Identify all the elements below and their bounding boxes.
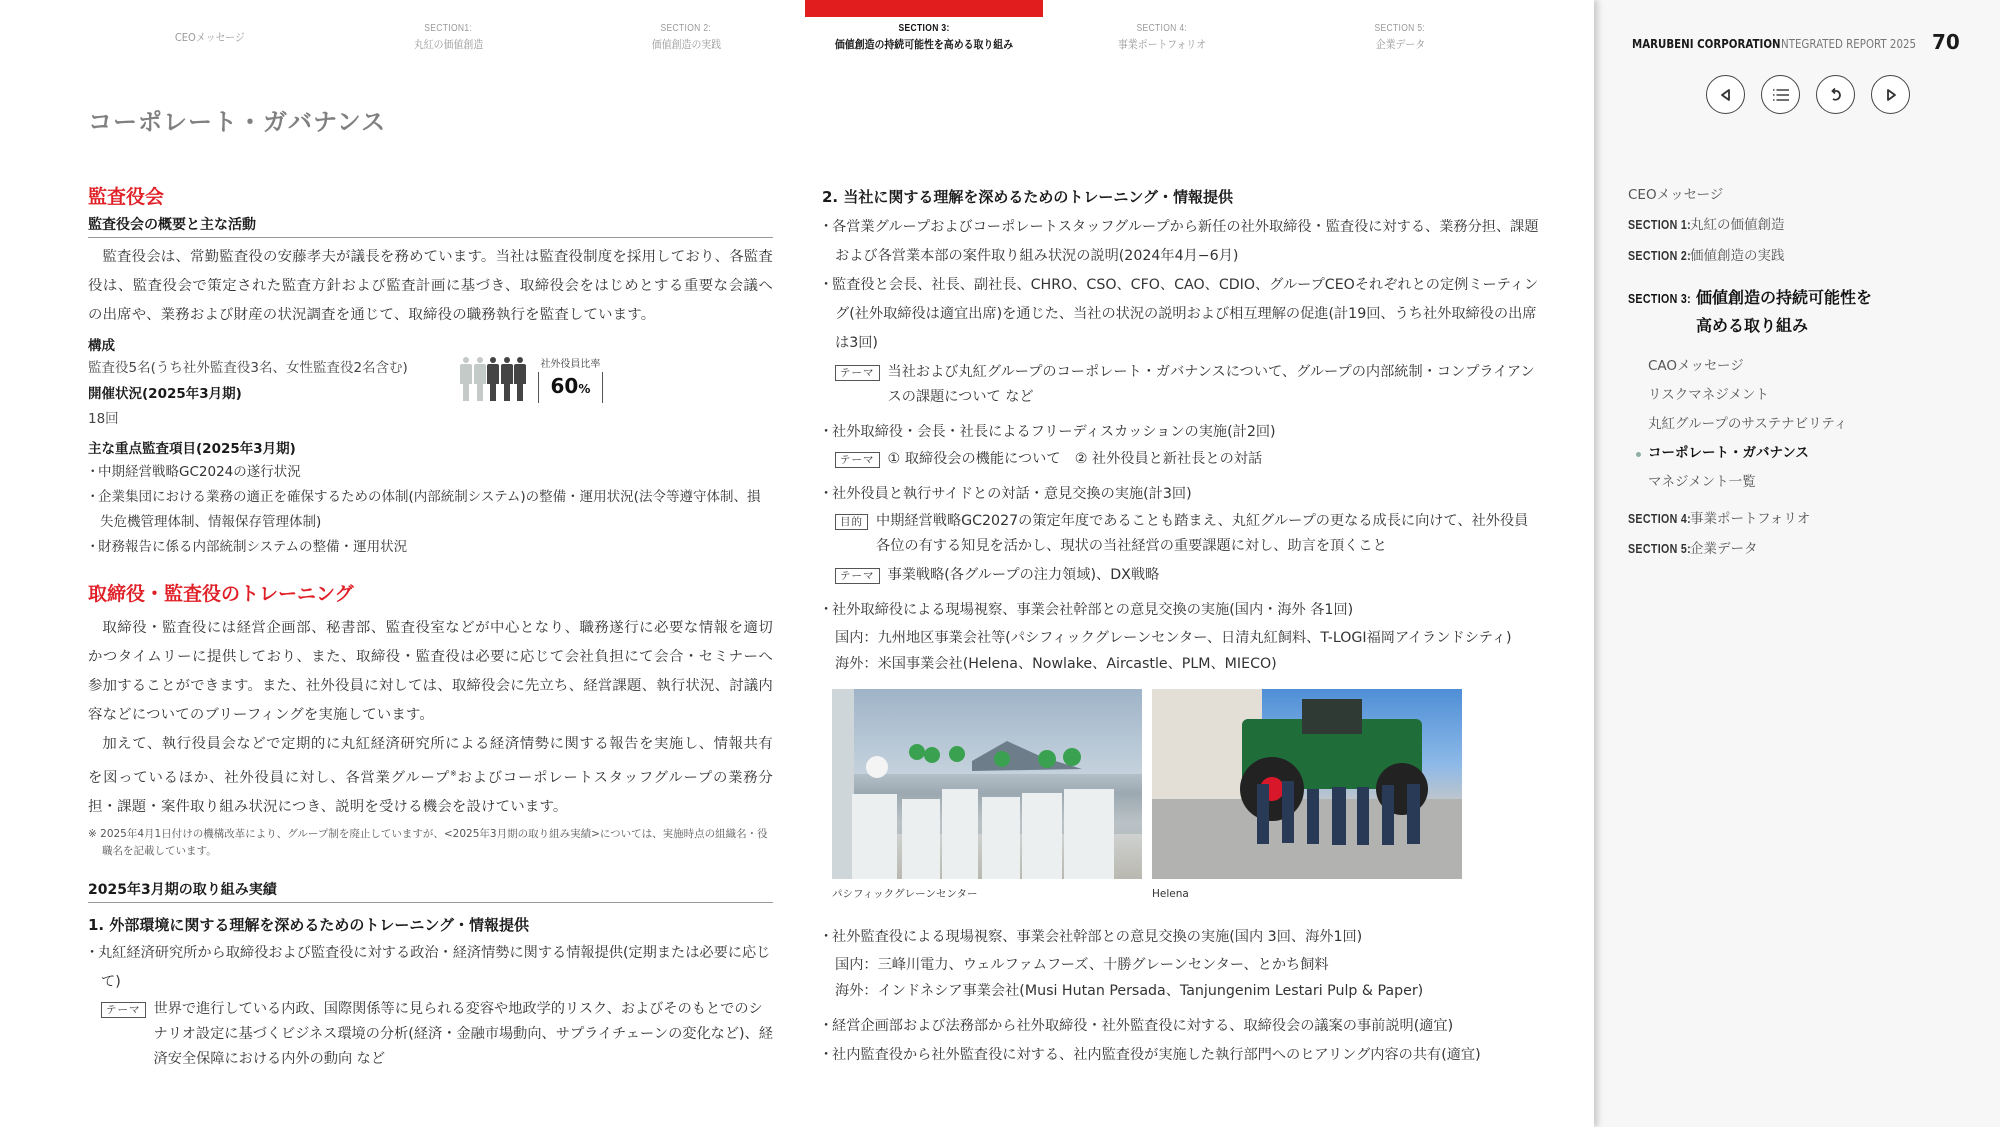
person-icon-internal <box>474 357 486 401</box>
tab-section-4[interactable] <box>1043 0 1281 62</box>
toc-management-list[interactable]: マネジメント一覧 <box>1648 474 1756 490</box>
list-menu-icon <box>1772 88 1790 102</box>
site-visit-photo <box>1152 689 1462 879</box>
purpose-row <box>835 509 1542 559</box>
right-column <box>822 185 1542 1070</box>
left-column <box>88 185 773 1072</box>
footnote: ※ 2025年4月1日付けの機構改革により、グループ制を廃止していますが、<2025年3月期の取り組み実績>については、実施時点の組織名・役職名を記載しています。 <box>88 827 768 857</box>
toc-corporate-governance[interactable]: コーポレート・ガバナンス <box>1648 439 1988 468</box>
toc-menu-button[interactable] <box>1761 75 1800 114</box>
toc-cao-message[interactable]: CAOメッセージ <box>1648 358 1744 374</box>
toc-section-number: SECTION 1: <box>1628 218 1692 232</box>
meetings-value: 18回 <box>88 411 119 427</box>
results-bullet: ・ 社外役員と執行サイドとの対話・意見交換の実施(計3回) <box>822 480 1542 509</box>
theme-tag: テーマ <box>835 365 880 381</box>
results-bullet: ・ 社内監査役から社外監査役に対する、社内監査役が実施した執行部門へのヒアリング内容の共有(適宜) <box>822 1041 1542 1070</box>
composition-block <box>88 335 773 379</box>
toc-label: 企業データ <box>1690 541 1758 557</box>
back-button[interactable] <box>1816 75 1855 114</box>
person-icon-external <box>514 357 526 401</box>
footnote-marker: ※ <box>450 769 458 778</box>
tab-section-number: SECTION 3: <box>898 23 950 34</box>
photo-caption: Helena <box>1152 888 1189 900</box>
theme-tag: テーマ <box>835 568 880 584</box>
domestic-visits: 国内：九州地区事業会社等(パシフィックグレーンセンター、日清丸紅飼料、T-LOGI福岡アイランドシティ) <box>835 630 1512 646</box>
report-name: INTEGRATED REPORT 2025 <box>1778 36 1917 51</box>
toc-label: 丸紅の価値創造 <box>1690 217 1785 233</box>
tab-section-number: SECTION 5: <box>1374 23 1426 34</box>
page-navigation <box>1706 75 1910 114</box>
meetings-block <box>88 383 773 430</box>
tab-ceo-message[interactable] <box>91 0 329 62</box>
sidebar <box>1600 0 2000 1127</box>
person-icon-external <box>501 357 513 401</box>
tab-section-number: SECTION 2: <box>660 23 712 34</box>
tab-section-2[interactable] <box>567 0 805 62</box>
theme-row <box>101 997 773 1072</box>
ratio-value <box>538 372 604 403</box>
tab-label: 価値創造の実践 <box>651 38 721 51</box>
toc-section-5[interactable] <box>1628 537 1988 567</box>
toc-label-line-2: 高める取り組み <box>1696 316 1809 335</box>
report-brand <box>1632 36 1917 51</box>
toc-label <box>1696 284 1872 340</box>
results-item-1-heading: 1. 外部環境に関する理解を深めるためのトレーニング・情報提供 <box>88 915 530 934</box>
results-bullet: ・ 社外取締役による現場視察、事業会社幹部との意見交換の実施(国内・海外 各1回) <box>822 596 1542 625</box>
toc-section-3[interactable] <box>1628 284 1988 340</box>
ratio-number: 60 <box>550 374 579 398</box>
photo-caption: パシフィックグレーンセンター <box>832 888 978 900</box>
toc-label: 価値創造の実践 <box>1690 248 1785 264</box>
table-of-contents <box>1628 183 1988 567</box>
overseas-visits: 海外：米国事業会社(Helena、Nowlake、Aircastle、PLM、MIECO) <box>835 656 1277 672</box>
site-visit-photo <box>832 689 1142 879</box>
tab-label: 事業ポートフォリオ <box>1117 38 1207 51</box>
toc-section-1[interactable] <box>1628 213 1988 244</box>
ratio-unit: % <box>578 382 591 396</box>
training-paragraph-2-part-a: 加えて、執行役員会などで定期的に丸紅経済研究所による経済情勢に関する報告を実施し、情報共有を図っているほか、社外役員に対し、各営業グループ <box>88 736 773 786</box>
results-bullet: ・ 各営業グループおよびコーポレートスタッフグループから新任の社外取締役・監査役に対する、業務分担、課題および各営業本部の案件取り組み状況の説明(2024年4月−6月) <box>822 213 1542 271</box>
toc-risk-management[interactable]: リスクマネジメント <box>1648 387 1769 403</box>
person-icon-external <box>487 357 499 401</box>
theme-row <box>835 447 1542 472</box>
toc-label: 事業ポートフォリオ <box>1690 511 1811 527</box>
toc-label-line-1: 価値創造の持続可能性を <box>1696 288 1873 307</box>
ratio-label: 社外役員比率 <box>540 359 601 370</box>
results-item-2-heading: 2. 当社に関する理解を深めるためのトレーニング・情報提供 <box>822 188 1234 206</box>
theme-text: 当社および丸紅グループのコーポレート・ガバナンスについて、グループの内部統制・コンプライアンスの課題について など <box>887 364 1535 405</box>
page-title: コーポレート・ガバナンス <box>88 108 387 136</box>
results-bullet: ・ 社外取締役・会長・社長によるフリーディスカッションの実施(計2回) <box>822 418 1542 447</box>
toc-section-number: SECTION 4: <box>1628 512 1692 526</box>
company-name: MARUBENI CORPORATION <box>1632 36 1781 51</box>
results-heading: 2025年3月期の取り組み実績 <box>88 880 773 903</box>
theme-text: 事業戦略(各グループの注力領域)、DX戦略 <box>887 567 1160 583</box>
focus-item: ・ 財務報告に係る内部統制システムの整備・運用状況 <box>88 535 773 560</box>
tractor-illustration <box>1152 689 1462 879</box>
photo-gallery <box>832 689 1542 901</box>
theme-row <box>835 563 1542 588</box>
training-heading: 取締役・監査役のトレーニング <box>88 583 354 605</box>
focus-items-block <box>88 438 773 560</box>
results-bullet: ・ 社外監査役による現場視察、事業会社幹部との意見交換の実施(国内 3回、海外1回) <box>822 923 1542 952</box>
tab-label: 価値創造の持続可能性を高める取り組み <box>834 38 1014 51</box>
toc-label: CEOメッセージ <box>1628 187 1724 203</box>
results-bullet: ・ 経営企画部および法務部から社外取締役・社外監査役に対する、取締役会の議案の事前説明(適宜) <box>822 1012 1542 1041</box>
audit-board-paragraph: 監査役会は、常勤監査役の安藤孝夫が議長を務めています。当社は監査役制度を採用しており、各監査役は、監査役会で策定された監査方針および監査計画に基づき、取締役会をはじめとする重要な会議への出席や、業務および財産の状況調査を通じて、取締役の職務執行を監査しています。 <box>88 249 773 323</box>
prev-page-icon <box>1719 88 1733 102</box>
theme-text: ① 取締役会の機能について ② 社外役員と新社長との対話 <box>887 451 1263 467</box>
tab-label: 丸紅の価値創造 <box>413 38 483 51</box>
audit-board-heading: 監査役会 <box>88 186 165 208</box>
training-paragraph-2 <box>88 730 773 822</box>
toc-section-number: SECTION 2: <box>1628 249 1692 263</box>
tab-section-number: SECTION 4: <box>1136 23 1188 34</box>
domestic-visits: 国内：三峰川電力、ウェルファムフーズ、十勝グレーンセンター、とかち飼料 <box>835 957 1329 973</box>
theme-tag: テーマ <box>835 452 880 468</box>
outside-ratio-figure <box>460 355 603 403</box>
next-page-icon <box>1884 88 1898 102</box>
purpose-text: 中期経営戦略GC2027の策定年度であることも踏まえ、丸紅グループの更なる成長に向けて、社外役員各位の有する知見を活かし、現状の当社経営の重要課題に対し、助言を頂くこと <box>876 513 1529 554</box>
section-tabs <box>0 0 1594 62</box>
results-item-1-bullet: ・ 丸紅経済研究所から取締役および監査役に対する政治・経済情勢に関する情報提供(定期または必要に応じて) <box>88 939 773 997</box>
next-page-button[interactable] <box>1871 75 1910 114</box>
person-icon-internal <box>460 357 472 401</box>
toc-section-2[interactable] <box>1628 244 1988 280</box>
meetings-label: 開催状況(2025年3月期) <box>88 386 242 402</box>
tab-section-number: SECTION1: <box>424 23 472 34</box>
ratio-box <box>538 355 604 403</box>
tab-label: 企業データ <box>1375 38 1425 51</box>
audit-board-overview-heading: 監査役会の概要と主な活動 <box>88 215 773 238</box>
training-paragraph-1: 取締役・監査役には経営企画部、秘書部、監査役室などが中心となり、職務遂行に必要な情報を適切かつタイムリーに提供しており、また、取締役・監査役は必要に応じて会社負担にて会合・セミナーへ参加することができます。また、社外役員に対しては、取締役会に先立ち、経営課題、執行状況、討議内容などについてのブリーフィングを実施しています。 <box>88 620 773 723</box>
tab-section-3[interactable] <box>805 0 1043 62</box>
toc-section-3-items <box>1628 352 1988 497</box>
toc-section-number: SECTION 5: <box>1628 542 1692 556</box>
focus-item: ・ 中期経営戦略GC2024の遂行状況 <box>88 460 773 485</box>
photo-helena <box>1152 689 1462 901</box>
toc-sustainability[interactable]: 丸紅グループのサステナビリティ <box>1648 416 1848 432</box>
toc-section-4[interactable] <box>1628 507 1988 537</box>
tab-section-1[interactable] <box>329 0 567 62</box>
training-paragraph-2-part-b: およびコーポレートスタッフグループの業務分担・課題・案件取り組み状況につき、説明を受ける機会を設けています。 <box>88 769 773 815</box>
tab-label: CEOメッセージ <box>175 30 245 44</box>
toc-section-number: SECTION 3: <box>1628 292 1692 306</box>
site-visit-illustration <box>832 689 1142 879</box>
focus-item: ・ 企業集団における業務の適正を確保するための体制(内部統制システム)の整備・運用状況(法令等遵守体制、損失危機管理体制、情報保存管理体制) <box>88 485 773 535</box>
composition-value: 監査役5名(うち社外監査役3名、女性監査役2名含む) <box>88 360 408 376</box>
overseas-visits: 海外：インドネシア事業会社(Musi Hutan Persada、Tanjungenim Lestari Pulp & Paper) <box>835 983 1424 999</box>
composition-label: 構成 <box>88 338 115 354</box>
prev-page-button[interactable] <box>1706 75 1745 114</box>
tab-section-5[interactable] <box>1281 0 1519 62</box>
page-number: 70 <box>1932 30 1960 54</box>
photo-pacific-grain-center <box>832 689 1142 901</box>
purpose-tag: 目的 <box>835 514 868 530</box>
theme-row <box>835 360 1542 410</box>
toc-ceo-message[interactable] <box>1628 183 1988 213</box>
back-icon <box>1829 87 1843 103</box>
results-bullet: ・ 監査役と会長、社長、副社長、CHRO、CSO、CFO、CAO、CDIO、グループCEOそれぞれとの定例ミーティング(社外取締役は適宜出席)を通じた、当社の状況の説明および相互理解の促進(計19回、うち社外取締役の出席は3回) <box>822 271 1542 358</box>
theme-tag: テーマ <box>101 1002 146 1018</box>
theme-text: 世界で進行している内政、国際関係等に見られる変容や地政学的リスク、およびそのもとでのシナリオ設定に基づくビジネス環境の分析(経済・金融市場動向、サプライチェーンの変化など)、経済安全保障における内外の動向 など <box>153 1000 773 1067</box>
focus-items-label: 主な重点監査項目(2025年3月期) <box>88 441 296 457</box>
